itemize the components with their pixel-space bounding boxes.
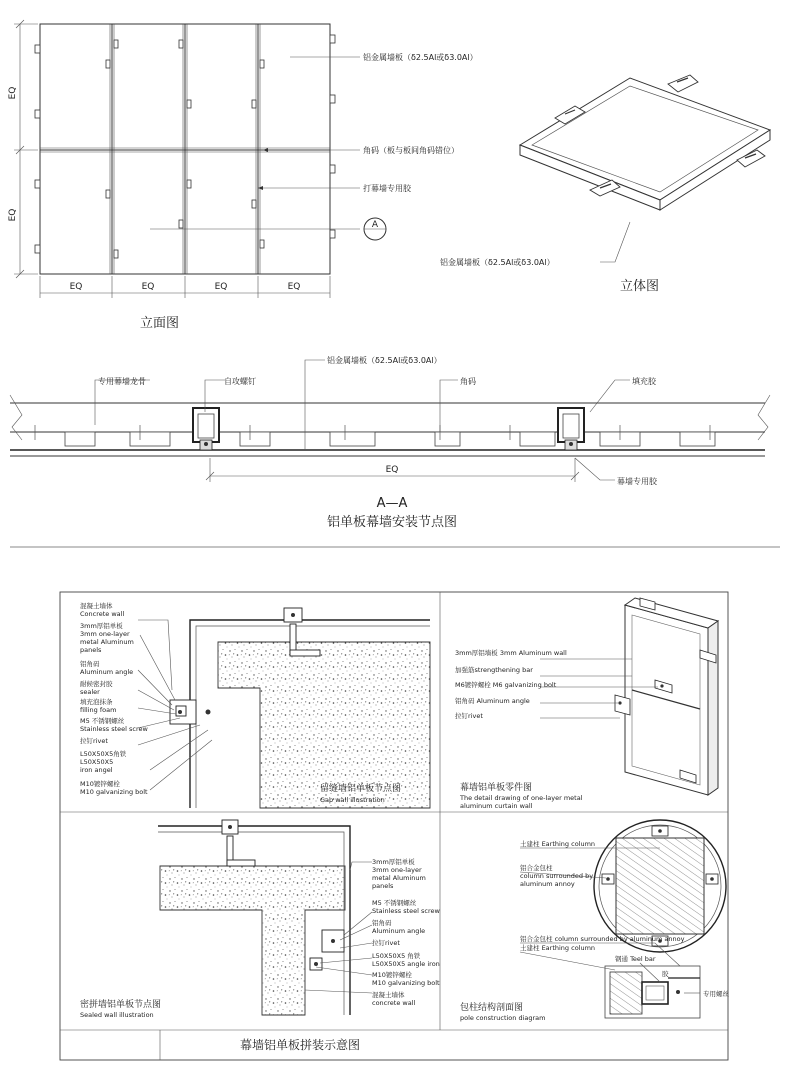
footer-title: 幕墙铝单板拼装示意图 [239, 1038, 361, 1052]
gap-label-sealer-en: sealer [80, 688, 100, 696]
section-eq: EQ [385, 465, 399, 475]
gap-label-concrete-cn: 混凝土墙体 [80, 602, 113, 610]
eq-horizontal-3: EQ [214, 282, 228, 292]
sealed-label-screw-en: Stainless steel screw [372, 907, 440, 915]
sealed-label-iron-en: L50X50X5 angle iron [372, 960, 440, 968]
pole-label-column-2: 土建柱 Earthing column [520, 944, 596, 952]
pole-label-column: 土建柱 Earthing column [520, 840, 596, 848]
sealed-label-iron-cn: L50X50X5 角铁 [372, 952, 421, 960]
gap-label-sealer-cn: 耐候密封胶 [80, 680, 113, 688]
gap-label-panel-en1: 3mm one-layer [80, 630, 130, 638]
parts-label-rivet: 拉钉rivet [455, 712, 483, 720]
gap-label-panel-en3: panels [80, 646, 102, 654]
gap-label-iron-cn: L50X50X5角铁 [80, 750, 127, 758]
section-aa-view [10, 355, 770, 530]
iso-callout-panel: 铝金属墙板（δ2.5Al或δ3.0Al） [440, 258, 555, 267]
pole-detail [460, 820, 730, 1022]
pole-label-steel: 钢通 Teel bar [615, 955, 656, 963]
section-callout-angle: 角码 [460, 377, 476, 386]
sealed-label-panel-en2: metal Aluminum [372, 874, 426, 882]
pole-label-screw: 专用螺丝 [703, 990, 729, 998]
eq-vertical-1: EQ [8, 86, 18, 100]
parts-label-angle: 铝角码 Aluminum angle [455, 697, 530, 705]
gap-caption-en: Gap wall illustration [320, 796, 385, 804]
parts-caption-en1: The detail drawing of one-layer metal [460, 794, 583, 802]
sealed-caption-cn: 密拼墙铝单板节点图 [80, 1000, 162, 1010]
callout-panel: 铝金属墙板（δ2.5Al或δ3.0Al） [363, 53, 478, 62]
keel-left [193, 408, 219, 450]
parts-detail [455, 598, 718, 810]
eq-horizontal-1: EQ [69, 282, 83, 292]
pole-label-cover-en1: column surrounded by [520, 872, 594, 880]
sealed-label-screw-cn: M5 不锈钢螺丝 [372, 899, 417, 907]
gap-label-iron-en1: L50X50X5 [80, 758, 114, 766]
gap-label-bolt-en: M10 galvanizing bolt [80, 788, 148, 796]
sealed-label-panel-en3: panels [372, 882, 394, 890]
eq-horizontal-4: EQ [287, 282, 301, 292]
gap-label-angle-en: Aluminum angle [80, 668, 134, 676]
gap-label-screw-en: Stainless steel screw [80, 725, 148, 733]
section-callout-panel: 铝金属墙板（δ2.5Al或δ3.0Al） [327, 356, 442, 365]
elevation-view [8, 20, 478, 331]
callout-angle: 角码（板与板间角码错位） [363, 146, 459, 155]
gap-wall-detail [80, 601, 430, 808]
sealed-label-angle-cn: 铝角码 [372, 919, 392, 927]
sealed-label-angle-en: Aluminum angle [372, 927, 426, 935]
iso-caption: 立体图 [620, 279, 660, 294]
gap-label-iron-en2: iron angel [80, 766, 113, 774]
sealed-wall-detail [80, 820, 441, 1019]
section-subtitle: 铝单板幕墙安装节点图 [326, 515, 458, 530]
sealed-label-bolt-cn: M10镀锌螺栓 [372, 971, 412, 979]
eq-horizontal-2: EQ [141, 282, 155, 292]
gap-label-rivet: 拉钉rivet [80, 737, 108, 745]
section-callout-keel: 专用幕墙龙骨 [98, 377, 146, 386]
gap-caption-cn: 留缝墙铝单板节点图 [320, 784, 402, 794]
parts-label-bolt: M6镀锌螺栓 M6 galvanizing bolt [455, 681, 557, 689]
pole-label-cover-cn: 铝合金包柱 [520, 864, 553, 872]
pole-label-glue: 胶 [662, 970, 669, 978]
sealed-label-panel-cn: 3mm厚铝单板 [372, 858, 415, 866]
pole-caption-cn: 包柱结构剖面图 [460, 1003, 524, 1013]
sealed-label-rivet: 拉钉rivet [372, 939, 400, 947]
sealed-label-bolt-en: M10 galvanizing bolt [372, 979, 440, 987]
sealed-label-panel-en1: 3mm one-layer [372, 866, 422, 874]
gap-label-screw-cn: M5 不锈钢螺丝 [80, 717, 125, 725]
pole-label-cover-en2: aluminum annoy [520, 880, 575, 888]
parts-label-bar: 加强筋strengthening bar [455, 666, 533, 674]
section-callout-glue: 幕墙专用胶 [617, 477, 657, 486]
parts-caption-cn: 幕墙铝单板零件图 [460, 783, 533, 793]
section-title: A—A [376, 496, 408, 511]
sealed-label-concrete-cn: 混凝土墙体 [372, 991, 405, 999]
gap-label-foam-cn: 填充泡抹条 [80, 698, 113, 706]
gap-label-bolt-cn: M10镀锌螺栓 [80, 780, 120, 788]
gap-label-concrete-en: Concrete wall [80, 610, 125, 618]
isometric-view [440, 75, 770, 294]
section-marker-label: A [371, 220, 379, 230]
section-callout-filler: 填充胶 [632, 377, 656, 386]
pole-label-cover-full: 铝合金包柱 column surrounded by aluminum annoy [520, 935, 685, 943]
gap-label-panel-en2: metal Aluminum [80, 638, 134, 646]
gap-label-panel-cn: 3mm厚铝单板 [80, 622, 123, 630]
parts-caption-en2: aluminum curtain wall [460, 802, 533, 810]
sealed-caption-en: Sealed wall illustration [80, 1011, 154, 1019]
gap-label-angle-cn: 铝角码 [80, 660, 100, 668]
elevation-caption: 立面图 [140, 316, 180, 331]
gap-label-foam-en: filling foam [80, 706, 117, 714]
keel-right [558, 408, 584, 450]
sealed-label-concrete-en: concrete wall [372, 999, 416, 1007]
parts-label-panel: 3mm厚铝墙板 3mm Aluminum wall [455, 649, 567, 657]
section-callout-screw: 自攻螺钉 [224, 377, 256, 386]
eq-vertical-2: EQ [8, 208, 18, 222]
pole-caption-en: pole construction diagram [460, 1014, 546, 1022]
callout-glue: 打幕墙专用胶 [363, 184, 411, 193]
